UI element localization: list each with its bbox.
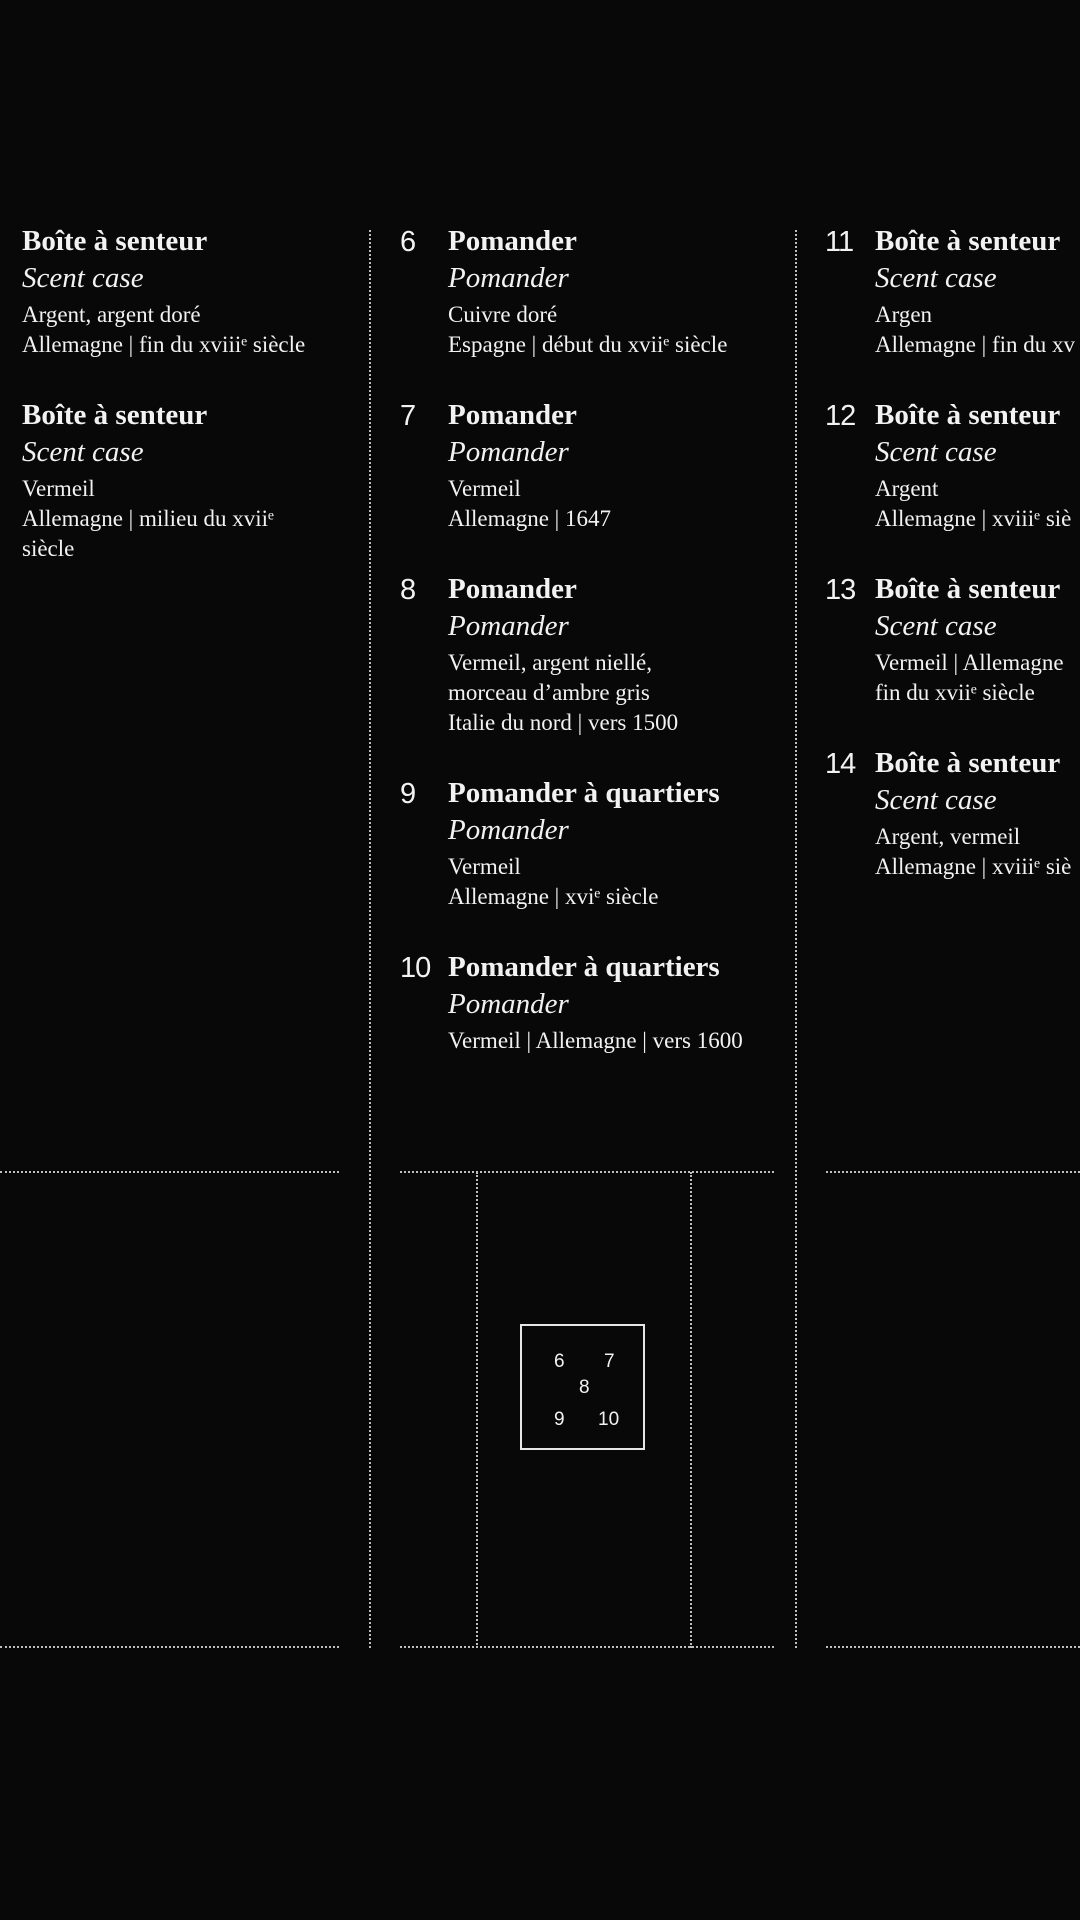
entry-details — [448, 300, 768, 360]
entry-number: 10 — [400, 952, 431, 984]
entry-origin: Allemagne | fin du xv — [875, 332, 1076, 357]
row-divider — [0, 1646, 339, 1648]
column-divider — [369, 230, 371, 1648]
column-divider — [795, 230, 797, 1648]
catalog-entry — [400, 948, 768, 1056]
entry-number: 8 — [400, 574, 416, 606]
entry-origin: Allemagne | milieu du xviiᵉ siècle — [22, 506, 274, 561]
entry-origin: Espagne | début du xviiᵉ siècle — [448, 332, 728, 357]
vitrine-divider — [690, 1172, 692, 1648]
entry-title: Boîte à senteur — [22, 225, 208, 257]
row-divider — [400, 1171, 774, 1173]
entry-number: 9 — [400, 778, 416, 810]
row-divider — [0, 1171, 339, 1173]
entry-number: 12 — [825, 400, 856, 432]
entry-title: Boîte à senteur — [875, 573, 1061, 605]
entry-material: Vermeil — [448, 476, 521, 501]
entry-material: Vermeil — [448, 854, 521, 879]
entry-material: morceau d’ambre gris — [448, 680, 650, 705]
column-left — [22, 222, 342, 564]
entry-number: 7 — [400, 400, 416, 432]
map-label-8: 8 — [579, 1377, 590, 1398]
entry-number: 6 — [400, 226, 416, 258]
catalog-entry — [825, 222, 1080, 360]
entry-details — [448, 1026, 768, 1056]
entry-title: Pomander à quartiers — [448, 777, 720, 809]
entry-origin: Allemagne | xviᵉ siècle — [448, 884, 659, 909]
entry-subtitle: Scent case — [875, 262, 997, 294]
entry-title: Boîte à senteur — [875, 225, 1061, 257]
catalog-entry — [825, 396, 1080, 534]
entry-number: 13 — [825, 574, 856, 606]
map-label-9: 9 — [554, 1409, 565, 1430]
entry-subtitle: Scent case — [22, 262, 144, 294]
entry-title: Pomander — [448, 399, 577, 431]
entry-origin: fin du xviiᵉ siècle — [875, 680, 1035, 705]
entry-subtitle: Pomander — [448, 262, 569, 294]
catalog-entry — [22, 396, 342, 564]
column-middle — [400, 222, 768, 1056]
entry-number: 11 — [825, 226, 854, 258]
entry-number: 14 — [825, 748, 856, 780]
entry-details — [448, 852, 768, 912]
entry-material: Vermeil — [22, 476, 95, 501]
catalog-entry — [400, 222, 768, 360]
column-right — [825, 222, 1080, 882]
entry-subtitle: Scent case — [875, 610, 997, 642]
entry-title: Boîte à senteur — [22, 399, 208, 431]
map-label-10: 10 — [598, 1409, 620, 1430]
entry-material: Argent, vermeil — [875, 824, 1021, 849]
entry-subtitle: Pomander — [448, 436, 569, 468]
catalog-entry — [400, 396, 768, 534]
entry-title: Pomander — [448, 225, 577, 257]
entry-details — [448, 648, 768, 738]
entry-origin: Allemagne | 1647 — [448, 506, 612, 531]
entry-material: Cuivre doré — [448, 302, 558, 327]
entry-title: Pomander — [448, 573, 577, 605]
entry-details — [875, 300, 1080, 360]
entry-subtitle: Pomander — [448, 610, 569, 642]
catalog-entry — [22, 222, 342, 360]
entry-title: Pomander à quartiers — [448, 951, 720, 983]
entry-origin: Allemagne | fin du xviiiᵉ siècle — [22, 332, 306, 357]
catalog-entry — [400, 774, 768, 912]
entry-subtitle: Pomander — [448, 988, 569, 1020]
entry-title: Boîte à senteur — [875, 747, 1061, 779]
row-divider — [400, 1646, 774, 1648]
entry-origin: Italie du nord | vers 1500 — [448, 710, 679, 735]
entry-details — [875, 822, 1080, 882]
entry-details — [875, 474, 1080, 534]
entry-subtitle: Pomander — [448, 814, 569, 846]
entry-material: Vermeil | Allemagne — [875, 650, 1064, 675]
entry-subtitle: Scent case — [22, 436, 144, 468]
entry-material: Argen — [875, 302, 933, 327]
vitrine-divider — [476, 1172, 478, 1648]
entry-details — [448, 474, 768, 534]
entry-subtitle: Scent case — [875, 436, 997, 468]
entry-details — [875, 648, 1080, 708]
entry-material: Argent, argent doré — [22, 302, 201, 327]
entry-origin: Allemagne | xviiiᵉ siè — [875, 506, 1072, 531]
map-label-6: 6 — [554, 1351, 565, 1372]
map-label-7: 7 — [604, 1351, 615, 1372]
entry-origin: Allemagne | xviiiᵉ siè — [875, 854, 1072, 879]
catalog-entry — [825, 570, 1080, 708]
entry-subtitle: Scent case — [875, 784, 997, 816]
row-divider — [826, 1171, 1080, 1173]
row-divider — [826, 1646, 1080, 1648]
entry-title: Boîte à senteur — [875, 399, 1061, 431]
catalog-entry — [825, 744, 1080, 882]
entry-details — [22, 300, 342, 360]
catalog-entry — [400, 570, 768, 738]
entry-material: Vermeil, argent niellé, — [448, 650, 652, 675]
entry-details — [22, 474, 342, 564]
entry-material: Argent — [875, 476, 939, 501]
vitrine-map — [520, 1324, 645, 1450]
entry-material: Vermeil | Allemagne | vers 1600 — [448, 1028, 743, 1053]
